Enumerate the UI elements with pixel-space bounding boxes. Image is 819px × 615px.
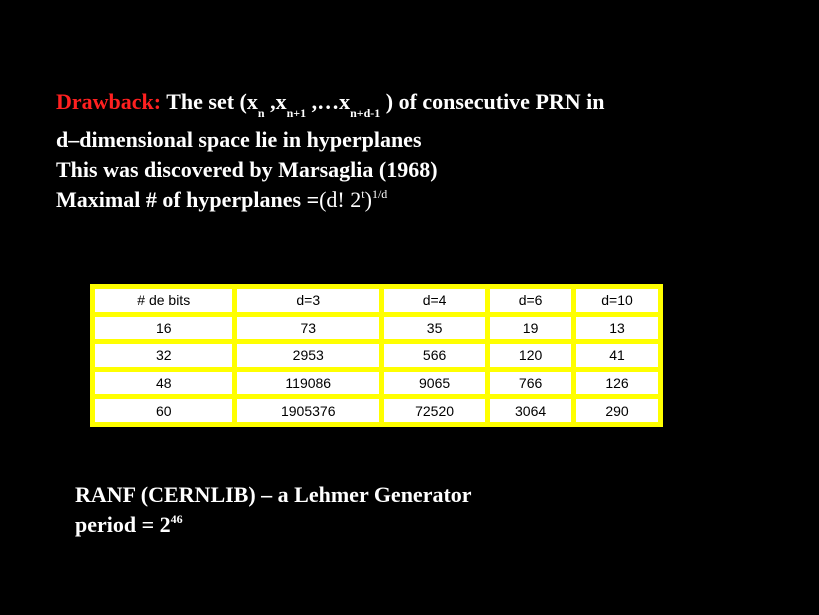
table-header-row [95,289,658,312]
table-cell: 290 [576,399,658,422]
drawback-text-a: The set (x [166,89,258,114]
formula-open: (d! 2 [319,187,362,212]
table-cell: 2953 [237,344,379,367]
drawback-label: Drawback: [56,89,162,114]
table-cell: 32 [95,344,232,367]
table-cell: 120 [490,344,571,367]
header-cell: d=4 [384,289,485,312]
period-line [75,512,183,538]
ranf-line: RANF (CERNLIB) – a Lehmer Generator [75,482,472,507]
table-cell: 9065 [384,372,485,395]
subscript-n-plus-1: n+1 [286,106,307,120]
table-cell: 566 [384,344,485,367]
hyperplanes-table [90,284,663,427]
table-cell: 13 [576,317,658,340]
period-text: period = 2 [75,512,171,537]
drawback-text-c: ,…x [311,89,351,114]
formula-close: ) [364,187,372,212]
table-cell: 16 [95,317,232,340]
maximal-text: Maximal # of hyperplanes [56,187,307,212]
table-cell: 19 [490,317,571,340]
table-cell: 119086 [237,372,379,395]
equals-sign: = [306,187,320,212]
maximal-hyperplanes-line [56,188,387,215]
table-row [95,317,658,340]
hyperplanes-line: d–dimensional space lie in hyperplanes [56,127,422,152]
superscript-t: t [361,187,365,201]
header-cell: d=10 [576,289,658,312]
superscript-1-over-d: 1/d [371,187,388,201]
table-cell: 72520 [384,399,485,422]
table-cell: 1905376 [237,399,379,422]
table-cell: 35 [384,317,485,340]
table-cell: 73 [237,317,379,340]
table-row [95,372,658,395]
table-cell: 126 [576,372,658,395]
header-cell: d=6 [490,289,571,312]
subscript-n-plus-d-minus-1: n+d-1 [350,106,381,120]
drawback-line [56,89,605,120]
table-cell: 60 [95,399,232,422]
subscript-n: n [257,106,265,120]
table-cell: 3064 [490,399,571,422]
period-exponent: 46 [170,512,183,526]
header-cell: d=3 [237,289,379,312]
table-cell: 48 [95,372,232,395]
marsaglia-line: This was discovered by Marsaglia (1968) [56,157,438,182]
table-row [95,399,658,422]
table-cell: 41 [576,344,658,367]
drawback-text-d: ) of consecutive PRN in [385,89,605,114]
table-row [95,344,658,367]
table-cell: 766 [490,372,571,395]
header-cell: # de bits [95,289,232,312]
drawback-text-b: ,x [270,89,287,114]
